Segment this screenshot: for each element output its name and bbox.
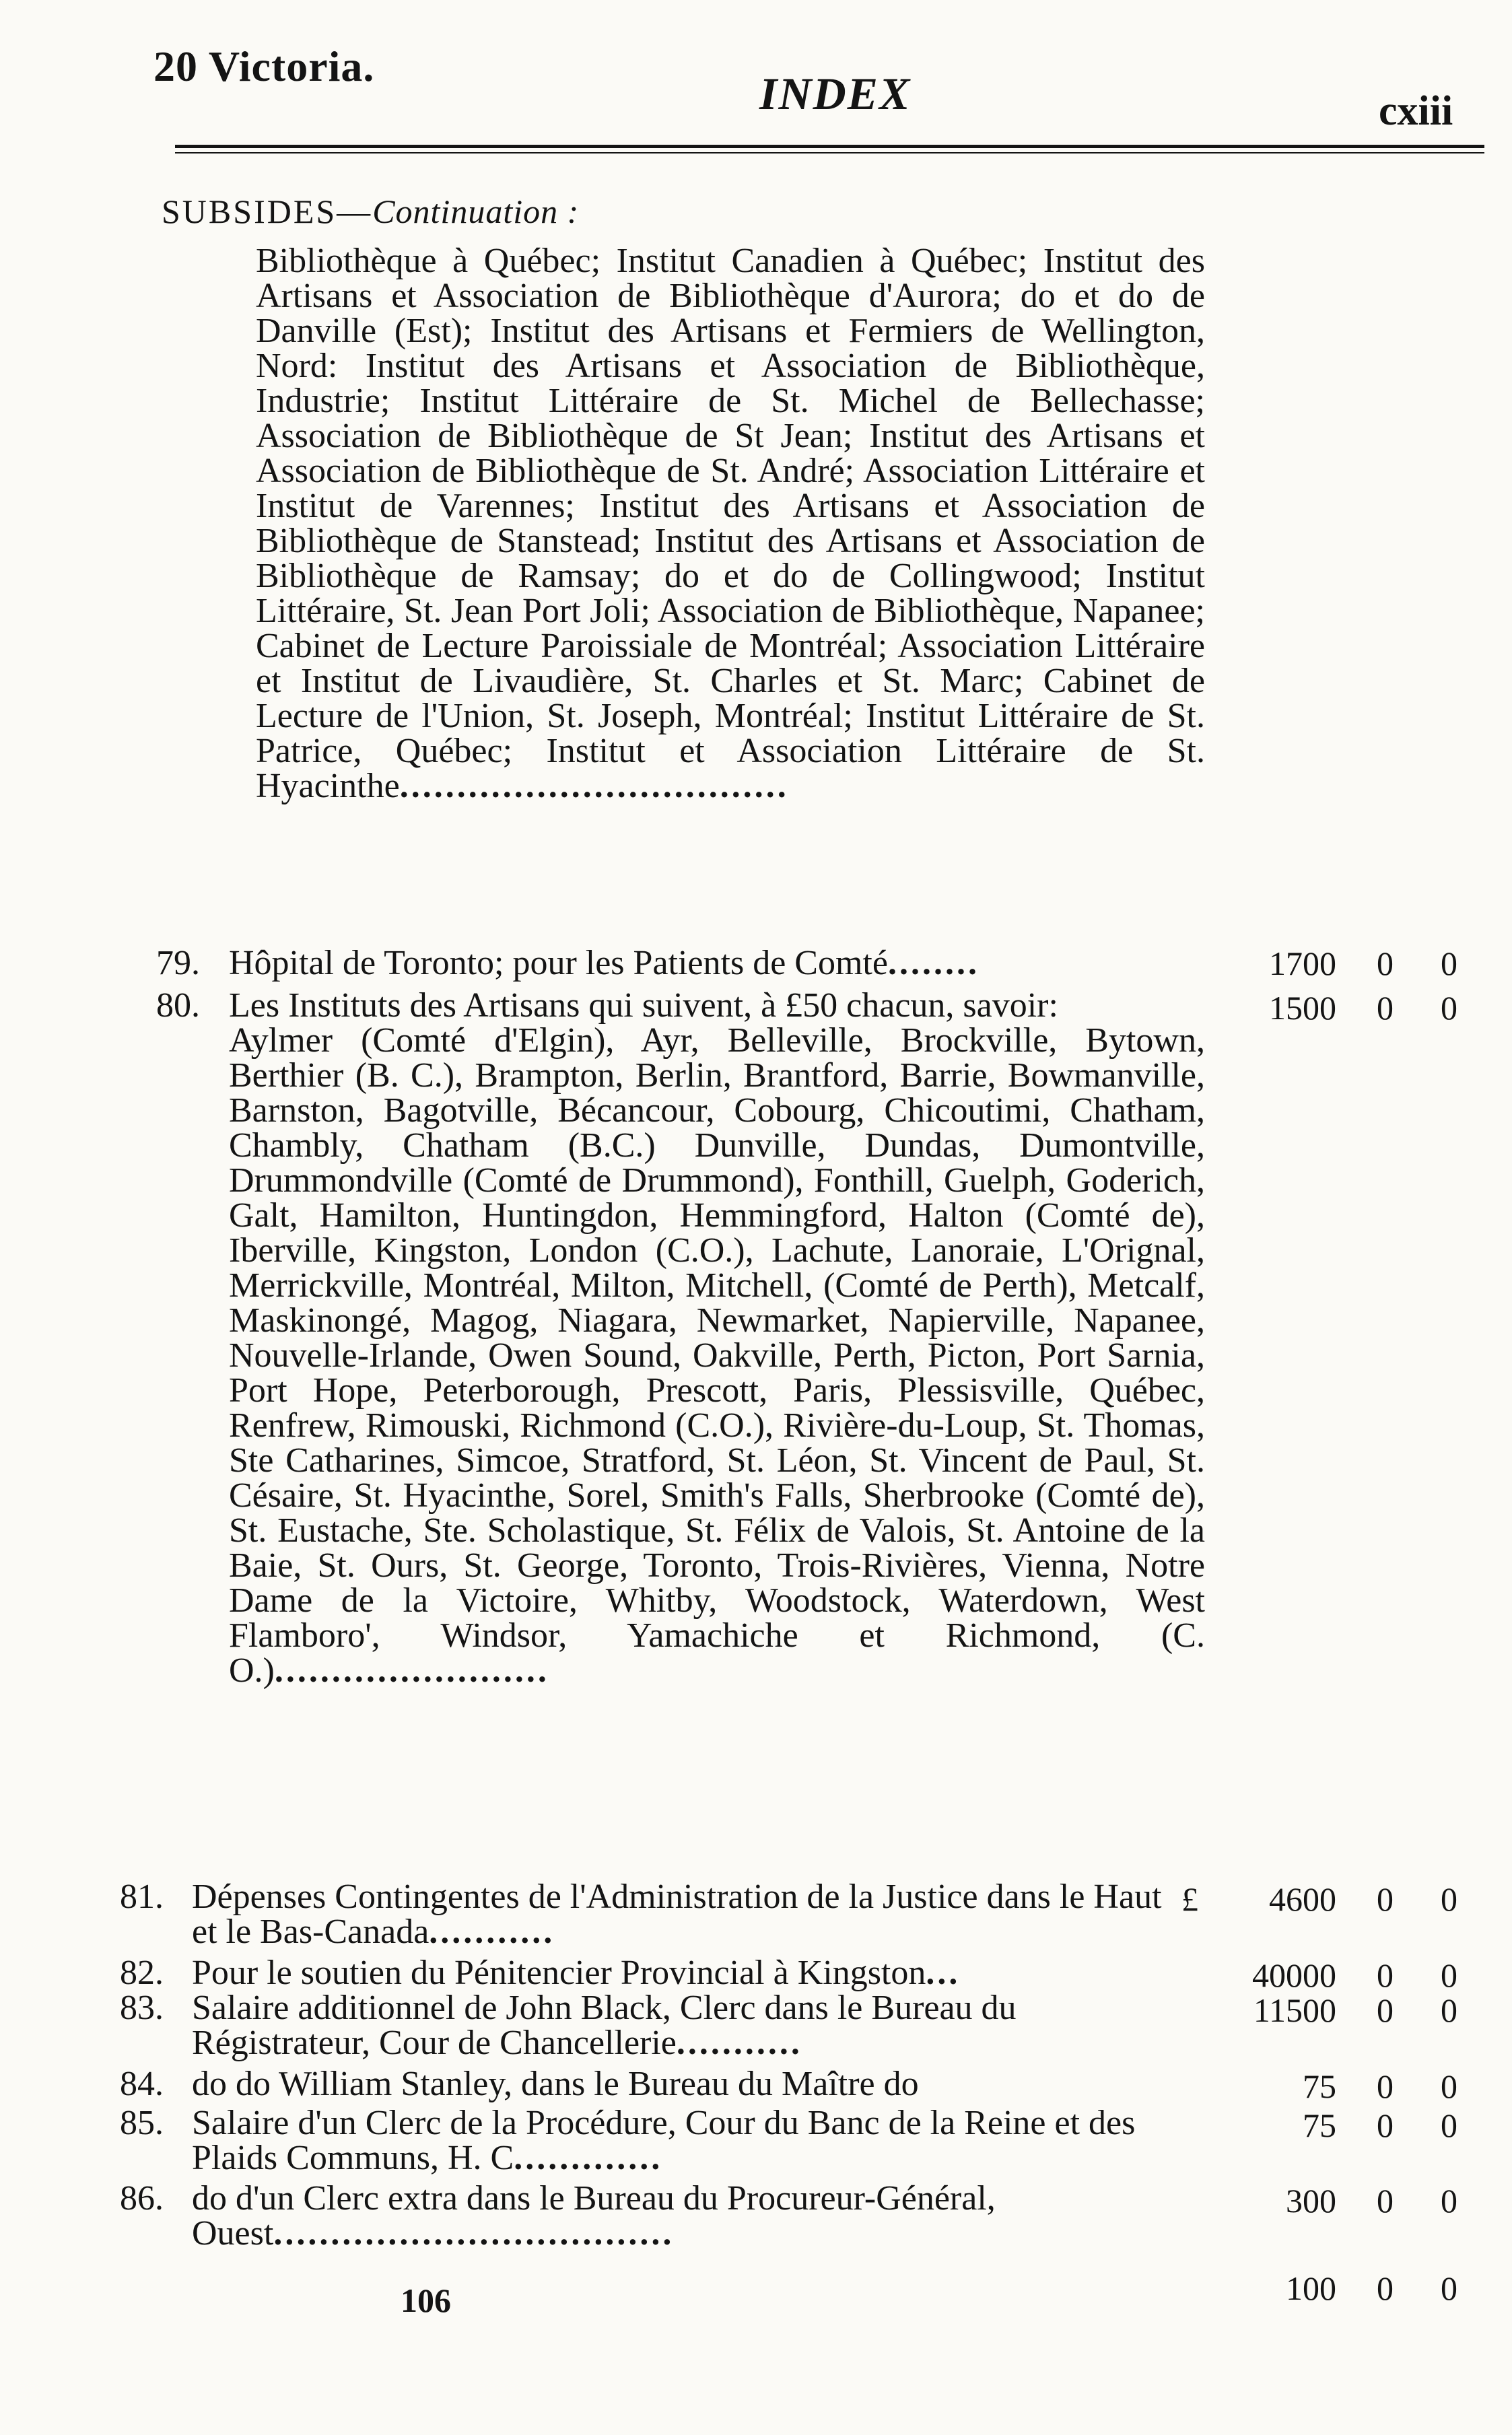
amount-pence: 0 (1441, 945, 1457, 982)
dot-leader: .................................. (399, 767, 789, 805)
item-text (192, 2181, 1188, 2251)
dot-leader: ........ (887, 944, 980, 982)
amount-row (1181, 2269, 1484, 2306)
item-number: 85. (120, 2104, 164, 2142)
amount-shillings: 0 (1377, 1956, 1394, 1994)
amount-row (1181, 2106, 1484, 2144)
item-number: 80. (156, 986, 200, 1025)
amount-pence: 0 (1441, 2067, 1457, 2105)
running-header-title: INDEX (759, 68, 912, 119)
amount-pence: 0 (1441, 2182, 1457, 2220)
item-number: 81. (120, 1878, 164, 1916)
item-text: Les Instituts des Artisans qui suivent, à £50 chacun, savoir: (229, 986, 1058, 1025)
item-number: 82. (120, 1954, 164, 1992)
item-text (192, 1956, 1188, 1991)
amount-shillings: 0 (1377, 2106, 1394, 2144)
header-rule (175, 145, 1484, 148)
item-description: do d'un Clerc extra dans le Bureau du Procureur-Général, Ouest (192, 2179, 996, 2253)
amount-shillings: 0 (1377, 2182, 1394, 2220)
amount-pounds: 1700 (1269, 945, 1336, 982)
section-title: SUBSIDES— (162, 193, 373, 230)
section-subtitle: Continuation : (372, 193, 580, 230)
item-number: 79. (156, 944, 200, 982)
amount-row (1181, 2067, 1484, 2104)
dot-leader: ........... (429, 1913, 555, 1951)
dot-leader: ........................ (274, 1651, 549, 1690)
dot-leader: ... (926, 1954, 961, 1992)
amount-pounds: 1500 (1269, 989, 1336, 1027)
running-header-left: 20 Victoria. (153, 42, 375, 90)
intro-paragraph (256, 244, 1205, 804)
dot-leader: ................................... (273, 2214, 675, 2253)
folio-number: 106 (401, 2282, 451, 2319)
item-description: Salaire d'un Clerc de la Procédure, Cour du Banc de la Reine et des Plaids Communs, H. C (192, 2104, 1136, 2177)
item-description: Dépenses Contingentes de l'Administration de la Justice dans le Haut et le Bas-Canada (192, 1878, 1162, 1951)
amount-shillings: 0 (1377, 945, 1394, 982)
amount-shillings: 0 (1377, 1880, 1394, 1918)
item-text: do do William Stanley, dans le Bureau du Maître do (192, 2065, 919, 2103)
intro-text: Bibliothèque à Québec; Institut Canadien à Québec; Institut des Artisans et Association de Bibliothèque d'Aurora; do et do de Danville (Est); Institut des Artisans et Fermiers de Wellington, Nord: Institut des Artisans et Association de Bibliothèque, Industrie; Institut Littéraire de St. Michel de Bellechasse; Association de Bibliothèque de St Jean; Institut des Artisans et Association de Bibliothèque de St. André; Association Littéraire et Institut de Varennes; Institut des Artisans et Association de Bibliothèque de Stanstead; Institut des Artisans et Association de Bibliothèque de Ramsay; do et do de Collingwood; Institut Littéraire, St. Jean Port Joli; Association de Bibliothèque, Napanee; Cabinet de Lecture Paroissiale de Montréal; Association Littéraire et Institut de Livaudière, St. Charles et St. Marc; Cabinet de Lecture de l'Union, St. Joseph, Montréal; Institut Littéraire de St. Patrice, Québec; Institut et Association Littéraire de St. Hyacinthe (256, 242, 1205, 805)
amount-pence: 0 (1441, 1956, 1457, 1994)
section-heading (162, 192, 579, 231)
item-number: 84. (120, 2065, 164, 2103)
item-text (192, 2106, 1188, 2176)
amount-shillings: 0 (1377, 2269, 1394, 2307)
item-description: Salaire additionnel de John Black, Clerc dans le Bureau du Régistrateur, Cour de Chancellerie (192, 1989, 1017, 2062)
item-number: 86. (120, 2179, 164, 2218)
amount-pounds: 11500 (1253, 1991, 1336, 2029)
item-number: 83. (120, 1989, 164, 2027)
header-rule-thin (175, 152, 1484, 153)
amount-pounds: 75 (1303, 2106, 1336, 2144)
amount-shillings: 0 (1377, 2067, 1394, 2105)
amount-shillings: 0 (1377, 1991, 1394, 2029)
amount-currency: £ (1181, 1880, 1198, 1918)
amount-row (1181, 988, 1484, 1026)
amount-pence: 0 (1441, 1991, 1457, 2029)
amount-row (1181, 944, 1484, 982)
amount-row (1181, 1880, 1484, 1917)
town-list: Aylmer (Comté d'Elgin), Ayr, Belleville, Brockville, Bytown, Berthier (B. C.), Brampton, Berlin, Brantford, Barrie, Bowmanville, Barnston, Bagotville, Bécancour, Cobourg, Chicoutimi, Chatham, Chambly, Chatham (B.C.) Dunville, Dundas, Dumontville, Drummondville (Comté de Drummond), Fonthill, Guelph, Goderich, Galt, Hamilton, Huntingdon, Hemmingford, Halton (Comté de), Iberville, Kingston, London (C.O.), Lachute, Lanoraie, L'Orignal, Merrickville, Montréal, Milton, Mitchell, (Comté de Perth), Metcalf, Maskinongé, Magog, Niagara, Newmarket, Napierville, Napanee, Nouvelle-Irlande, Owen Sound, Oakville, Perth, Picton, Port Sarnia, Port Hope, Peterborough, Prescott, Paris, Plessisville, Québec, Renfrew, Rimouski, Richmond (C.O.), Rivière-du-Loup, St. Thomas, Ste Catharines, Simcoe, Stratford, St. Léon, St. Vincent de Paul, St. Césaire, St. Hyacinthe, Sorel, Smith's Falls, Sherbrooke (Comté de), St. Eustache, Ste. Scholastique, St. Félix de Valois, St. Antoine de la Baie, St. Ours, St. George, Toronto, Trois-Rivières, Vienna, Notre Dame de la Victoire, Whitby, Woodstock, Waterdown, West Flamboro', Windsor, Yamachiche et Richmond, (C. O.) (229, 1021, 1205, 1690)
amount-row (1181, 1991, 1484, 2028)
page-number-roman: cxiii (1379, 88, 1453, 134)
amount-pounds: 40000 (1252, 1956, 1336, 1994)
item-text (192, 1880, 1188, 1950)
item-text (229, 946, 1205, 981)
amount-shillings: 0 (1377, 989, 1394, 1027)
item-text (192, 1991, 1188, 2061)
dot-leader: ........... (676, 2024, 802, 2062)
amount-pence: 0 (1441, 2269, 1457, 2307)
amount-pence: 0 (1441, 1880, 1457, 1918)
amount-row (1181, 1956, 1484, 1993)
dot-leader: ............. (514, 2139, 663, 2177)
amount-pounds: 75 (1303, 2067, 1336, 2105)
item-description: Pour le soutien du Pénitencier Provincial à Kingston (192, 1954, 926, 1992)
town-list-paragraph (229, 1023, 1205, 1688)
amount-pence: 0 (1441, 989, 1457, 1027)
amount-pounds: 300 (1286, 2182, 1336, 2220)
amount-pounds: 100 (1286, 2269, 1336, 2307)
item-description: Hôpital de Toronto; pour les Patients de Comté (229, 944, 888, 982)
amount-pence: 0 (1441, 2106, 1457, 2144)
amount-row (1181, 2181, 1484, 2219)
amount-pounds: 4600 (1269, 1880, 1336, 1918)
